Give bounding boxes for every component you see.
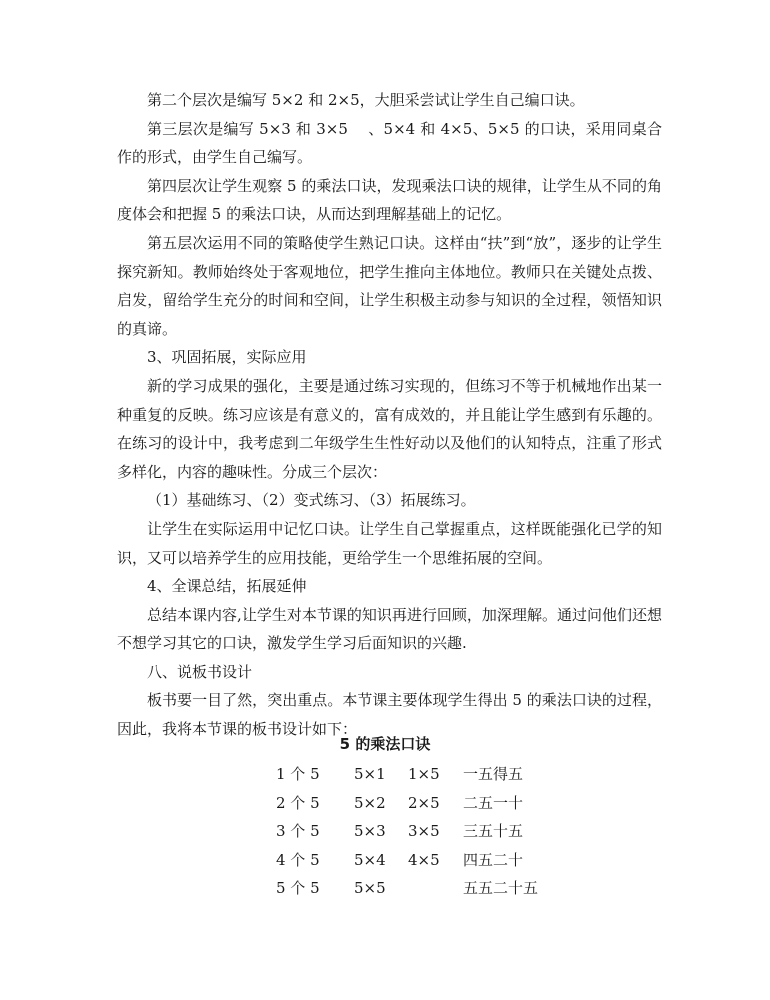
section-heading-board: 八、说板书设计 — [147, 662, 253, 681]
board-cell: 5×3 — [354, 822, 386, 841]
board-design — [0, 728, 770, 903]
board-cell: 五五二十五 — [463, 879, 539, 898]
paragraph-level-three: 第三层次是编写 5×3 和 3×5 、5×4 和 4×5、5×5 的口诀，采用同桌合作的形式，由学生自己编写。 — [117, 119, 662, 167]
board-title: 5 的乘法口诀 — [339, 735, 431, 753]
body-text — [117, 86, 662, 744]
board-cell: 1 个 5 — [276, 765, 320, 783]
board-cell: 5×2 — [354, 793, 386, 812]
board-cell: 4 个 5 — [276, 850, 320, 869]
table-row — [0, 760, 770, 789]
section-heading-summary: 4、全课总结，拓展延伸 — [147, 577, 307, 596]
section-heading-consolidate: 3、巩固拓展，实际应用 — [147, 348, 307, 367]
table-row — [0, 817, 770, 846]
board-cell: 1×5 — [408, 765, 440, 783]
board-cell: 2×5 — [408, 793, 440, 812]
board-cell: 二五一十 — [463, 793, 524, 812]
table-row — [0, 789, 770, 818]
board-cell: 5 个 5 — [276, 879, 320, 898]
board-cell: 3×5 — [408, 822, 440, 841]
board-cell: 3 个 5 — [276, 822, 320, 841]
paragraph-level-four: 第四层次让学生观察 5 的乘法口诀，发现乘法口诀的规律，让学生从不同的角度体会和把握 5 的乘法口诀，从而达到理解基础上的记忆。 — [117, 176, 662, 224]
table-row — [0, 874, 770, 903]
board-cell: 5×5 — [354, 879, 386, 898]
paragraph-level-five: 第五层次运用不同的策略使学生熟记口诀。这样由“扶”到“放”，逐步的让学生探究新知。教师始终处于客观地位，把学生推向主体地位。教师只在关键处点拨、启发，留给学生充分的时间和空间，让学生积极主动参与知识的全过程，领悟知识的真谛。 — [117, 233, 662, 338]
paragraph-board-intro: 板书要一目了然，突出重点。本节课主要体现学生得出 5 的乘法口诀的过程，因此，我将本节课的板书设计如下： — [117, 691, 662, 739]
board-cell: 2 个 5 — [276, 793, 320, 812]
paragraph-practice: 新的学习成果的强化，主要是通过练习实现的，但练习不等于机械地作出某一种重复的反映。练习应该是有意义的，富有成效的，并且能让学生感到有乐趣的。在练习的设计中，我考虑到二年级学生生性好动以及他们的认知特点，注重了形式多样化，内容的趣味性。分成三个层次： — [117, 376, 662, 481]
board-cell: 4×5 — [408, 850, 440, 869]
paragraph-summary: 总结本课内容,让学生对本节课的知识再进行回顾，加深理解。通过问他们还想不想学习其它的口诀，激发学生学习后面知识的兴趣. — [117, 605, 662, 653]
paragraph-practice-levels: （1）基础练习、（2）变式练习、（3）拓展练习。 — [147, 491, 476, 510]
board-cell: 5×4 — [354, 850, 386, 869]
board-cell: 一五得五 — [463, 765, 524, 783]
board-cell: 5×1 — [354, 765, 386, 783]
table-row — [0, 846, 770, 875]
paragraph-level-two: 第二个层次是编写 5×2 和 2×5，大胆采尝试让学生自己编口诀。 — [147, 91, 585, 109]
paragraph-memory: 让学生在实际运用中记忆口诀。让学生自己掌握重点，这样既能强化已学的知识，又可以培养学生的应用技能，更给学生一个思维拓展的空间。 — [117, 519, 662, 567]
board-cell: 三五十五 — [463, 822, 524, 841]
board-cell: 四五二十 — [463, 850, 524, 869]
